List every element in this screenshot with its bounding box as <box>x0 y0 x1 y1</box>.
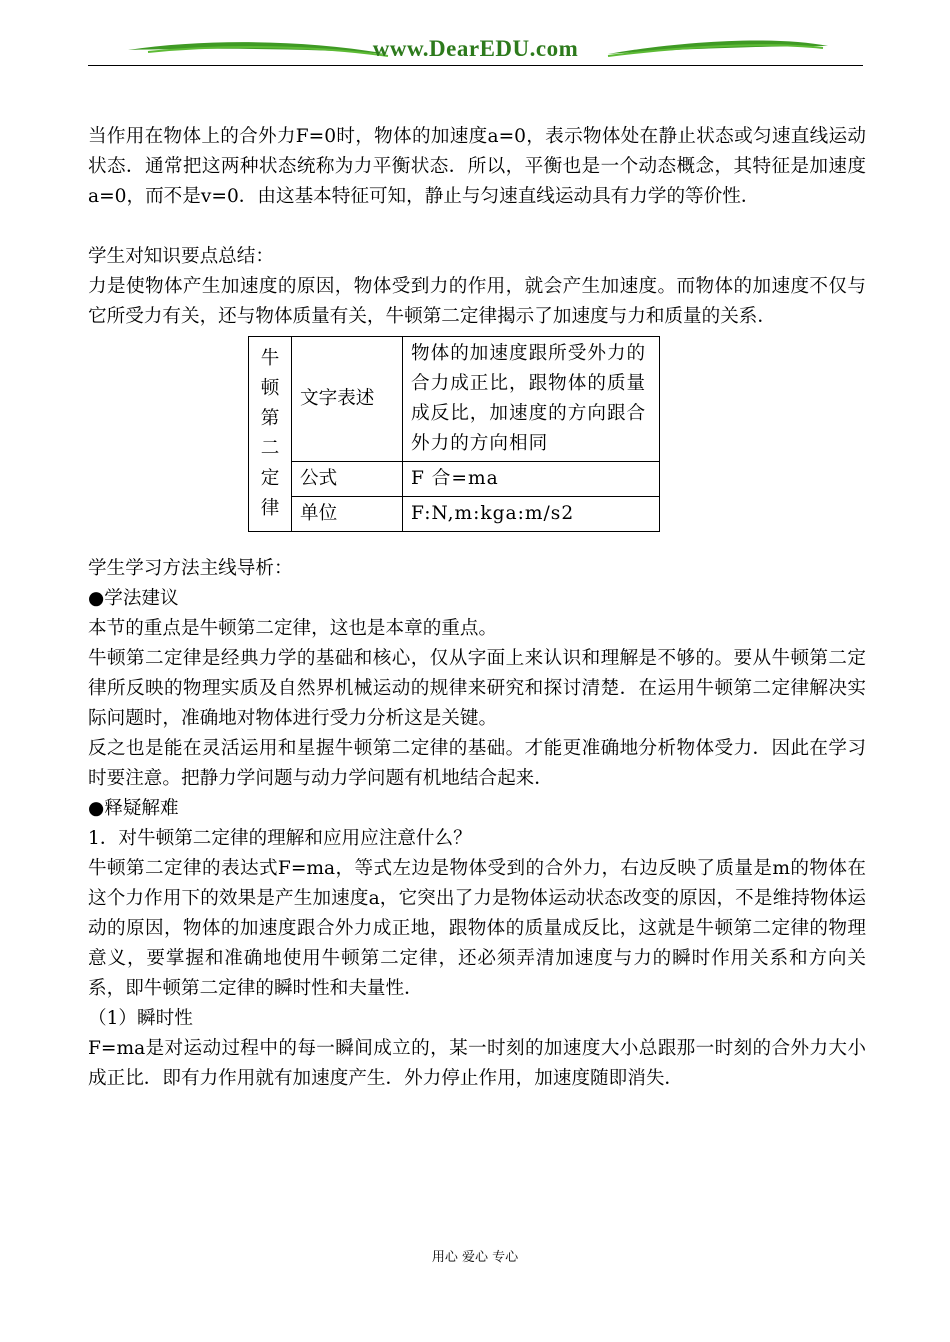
subheading: （1）瞬时性 <box>88 1008 193 1029</box>
newton-second-law-table <box>248 336 660 532</box>
paragraph: 力是使物体产生加速度的原因，物体受到力的作用，就会产生加速度。而物体的加速度不仅与它所受力有关，还与物体质量有关，牛顿第二定律揭示了加速度与力和质量的关系． <box>88 276 866 327</box>
table-title: 牛 顿 第 二 定 律 <box>249 337 292 532</box>
method-heading: 学生学习方法主线导析： <box>88 558 293 579</box>
header-rule <box>88 65 863 66</box>
section-bullet: ●学法建议 <box>88 588 179 609</box>
table-cell-label: 公式 <box>292 462 403 497</box>
paragraph: 本节的重点是牛顿第二定律，这也是本章的重点。 <box>88 618 498 639</box>
paragraph: 反之也是能在灵活运用和星握牛顿第二定律的基础。才能更准确地分析物体受力．因此在学习时要注意。把静力学问题与动力学问题有机地结合起来． <box>88 738 866 789</box>
table-cell-value: F:N,m:kga:m/s2 <box>403 497 660 532</box>
document-body <box>88 122 866 1094</box>
table-cell-label: 单位 <box>292 497 403 532</box>
question: 1．对牛顿第二定律的理解和应用应注意什么？ <box>88 828 472 849</box>
site-header <box>88 28 863 70</box>
table-cell-value: F 合=ma <box>403 462 660 497</box>
paragraph: 当作用在物体上的合外力F=0时，物体的加速度a=0，表示物体处在静止状态或匀速直线运动状态．通常把这两种状态统称为力平衡状态．所以，平衡也是一个动态概念，其特征是加速度a=0，而不是v=0．由这基本特征可知，静止与匀速直线运动具有力学的等价性． <box>88 126 866 207</box>
paragraph: F=ma是对运动过程中的每一瞬间成立的，某一时刻的加速度大小总跟那一时刻的合外力大小成正比．即有力作用就有加速度产生．外力停止作用，加速度随即消失． <box>88 1038 866 1089</box>
paragraph: 牛顿第二定律的表达式F=ma，等式左边是物体受到的合外力，右边反映了质量是m的物体在这个力作用下的效果是产生加速度a，它突出了力是物体运动状态改变的原因，不是维持物体运动的原因，物体的加速度跟合外力成正地，跟物体的质量成反比，这就是牛顿第二定律的物理意义，要掌握和准确地使用牛顿第二定律，还必须弄清加速度与力的瞬时作用关系和方向关系，即牛顿第二定律的瞬时性和夫量性． <box>88 858 866 999</box>
site-logo[interactable]: www.DearEDU.com <box>372 36 579 61</box>
summary-heading: 学生对知识要点总结： <box>88 246 274 267</box>
table-cell-label: 文字表述 <box>292 337 403 462</box>
paragraph: 牛顿第二定律是经典力学的基础和核心，仅从字面上来认识和理解是不够的。要从牛顿第二定律所反映的物理实质及自然界机械运动的规律来研究和探讨清楚．在运用牛顿第二定律解决实际问题时，准确地对物体进行受力分析这是关键。 <box>88 648 866 729</box>
page-footer: 用心 爱心 专心 <box>431 1250 519 1265</box>
table-cell-value: 物体的加速度跟所受外力的合力成正比，跟物体的质量成反比，加速度的方向跟合外力的方向相同 <box>403 337 660 462</box>
section-bullet: ●释疑解难 <box>88 798 179 819</box>
